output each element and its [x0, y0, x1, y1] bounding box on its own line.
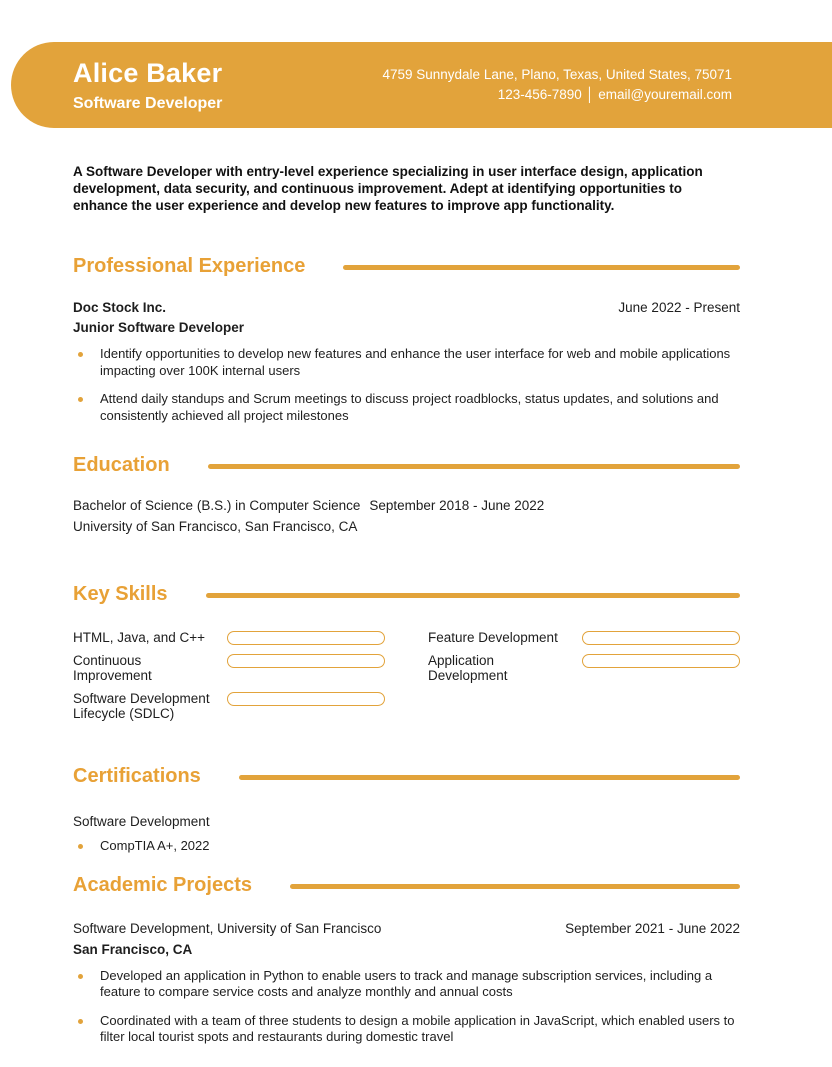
- certifications-heading-row: [73, 765, 740, 788]
- skill-label: Software Development Lifecycle (SDLC): [73, 691, 210, 721]
- certifications-heading: Certifications: [73, 765, 201, 787]
- project-location: San Francisco, CA: [73, 941, 193, 957]
- person-name: Alice Baker: [73, 57, 223, 88]
- heading-rule: [239, 775, 740, 780]
- education-heading-row: [73, 454, 740, 477]
- experience-dates: June 2022 - Present: [618, 300, 740, 315]
- email-text: email@youremail.com: [598, 87, 732, 102]
- company-name: Doc Stock Inc.: [73, 300, 167, 315]
- project-title: Software Development, University of San Francisco: [73, 920, 382, 936]
- projects-heading-row: [73, 874, 740, 897]
- skills-grid: [73, 630, 740, 729]
- skill-label: Continuous Improvement: [73, 653, 152, 683]
- section-experience: [73, 255, 740, 424]
- bullet-text: Coordinated with a team of three students to design a mobile application in JavaScript, which enabled users to filter local tourist spots and restaurants during domestic travel: [100, 1012, 735, 1044]
- section-projects: [73, 874, 740, 1046]
- skill-item: [73, 691, 385, 721]
- certification-category: Software Development: [73, 814, 210, 829]
- projects-heading: Academic Projects: [73, 873, 252, 896]
- heading-rule: [290, 884, 740, 889]
- skill-label: HTML, Java, and C++: [73, 630, 206, 645]
- education-degree-row: [73, 498, 740, 513]
- skill-label: Application Development: [428, 653, 508, 683]
- bullet-dot-icon: [78, 352, 83, 357]
- section-certifications: [73, 765, 740, 855]
- education-dates: September 2018 - June 2022: [369, 498, 545, 513]
- bullet-dot-icon: [78, 397, 83, 402]
- contact-separator: │: [585, 87, 595, 102]
- phone-email-line: [382, 85, 732, 105]
- project-dates: September 2021 - June 2022: [565, 920, 740, 936]
- header-contact: [382, 65, 732, 105]
- role-title: Junior Software Developer: [73, 320, 245, 335]
- skills-column-left: [73, 630, 385, 729]
- skill-progress-bar: [582, 631, 740, 645]
- bullet-text: Developed an application in Python to enable users to track and manage subscription services, including a feature to compare service costs and analyze monthly and annual costs: [100, 967, 713, 999]
- skills-heading: Key Skills: [73, 583, 168, 605]
- bullet-text: Attend daily standups and Scrum meetings to discuss project roadblocks, status updates, and solutions and consistently achieved all project milestones: [100, 391, 719, 423]
- bullet-dot-icon: [78, 1019, 83, 1024]
- experience-heading: Professional Experience: [73, 255, 306, 277]
- experience-company-row: [73, 300, 740, 315]
- skill-progress-bar: [582, 654, 740, 668]
- section-skills: [73, 583, 740, 729]
- skills-column-right: [428, 630, 740, 729]
- phone-text: 123-456-7890: [497, 87, 582, 102]
- project-bullets: [73, 968, 740, 1046]
- skill-progress-bar: [227, 631, 385, 645]
- heading-rule: [343, 265, 740, 270]
- certification-bullets: [73, 838, 740, 855]
- summary-paragraph: A Software Developer with entry-level experience specializing in user interface design, application development, data security, and continuous improvement. Adept at identifying opportunities to enhance the user experience and develop new features to improve app functionality.: [73, 164, 703, 213]
- skill-label: Feature Development: [428, 630, 558, 645]
- skill-progress-bar: [227, 654, 385, 668]
- list-item: [73, 346, 740, 379]
- education-school: University of San Francisco, San Francisco, CA: [73, 519, 358, 534]
- address-text: 4759 Sunnydale Lane, Plano, Texas, United States, 75071: [382, 67, 732, 82]
- job-title: Software Developer: [73, 94, 223, 112]
- list-item: [73, 838, 740, 855]
- bullet-text: CompTIA A+, 2022: [100, 838, 210, 853]
- heading-rule: [206, 593, 740, 598]
- skill-item: [428, 630, 740, 645]
- header-identity: [73, 58, 222, 113]
- project-title-row: [73, 921, 740, 936]
- section-education: [73, 454, 740, 534]
- bullet-text: Identify opportunities to develop new features and enhance the user interface for web and mobile applications impacting over 100K internal users: [100, 346, 731, 378]
- bullet-dot-icon: [78, 974, 83, 979]
- heading-rule: [208, 464, 740, 469]
- bullet-dot-icon: [78, 844, 83, 849]
- skill-progress-bar: [227, 692, 385, 706]
- resume-body: [73, 128, 740, 1058]
- education-heading: Education: [73, 454, 170, 476]
- skill-item: [428, 653, 740, 683]
- header-band: [11, 42, 832, 128]
- experience-heading-row: [73, 255, 740, 278]
- skills-heading-row: [73, 583, 740, 606]
- skill-item: [73, 653, 385, 683]
- list-item: [73, 968, 740, 1001]
- list-item: [73, 391, 740, 424]
- list-item: [73, 1013, 740, 1046]
- experience-bullets: [73, 346, 740, 424]
- skill-item: [73, 630, 385, 645]
- degree-text: Bachelor of Science (B.S.) in Computer Science: [73, 498, 361, 513]
